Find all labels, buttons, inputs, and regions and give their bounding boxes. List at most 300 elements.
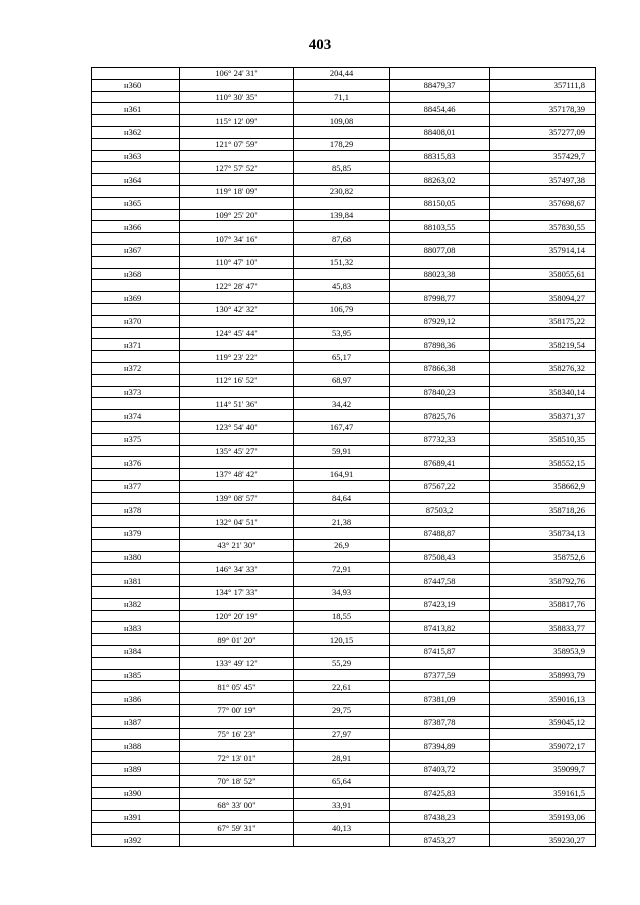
length-cell: 40,13 bbox=[294, 823, 390, 835]
segment-row bbox=[92, 681, 596, 693]
angle-cell: 124° 45' 44" bbox=[180, 327, 294, 339]
x-coordinate-cell bbox=[390, 209, 490, 221]
x-coordinate-cell: 88479,37 bbox=[390, 79, 490, 91]
y-coordinate-cell: 358817,76 bbox=[490, 598, 596, 610]
length-cell bbox=[294, 716, 390, 728]
x-coordinate-cell bbox=[390, 823, 490, 835]
angle-cell: 135° 45' 27" bbox=[180, 445, 294, 457]
length-cell: 167,47 bbox=[294, 421, 390, 433]
page-number: 403 bbox=[308, 37, 332, 53]
point-cell: н385 bbox=[92, 669, 180, 681]
y-coordinate-cell bbox=[490, 610, 596, 622]
y-coordinate-cell bbox=[490, 233, 596, 245]
point-row bbox=[92, 79, 596, 91]
point-row bbox=[92, 551, 596, 563]
angle-cell: 133° 49' 12" bbox=[180, 657, 294, 669]
length-cell: 139,84 bbox=[294, 209, 390, 221]
y-coordinate-cell: 359099,7 bbox=[490, 764, 596, 776]
x-coordinate-cell bbox=[390, 799, 490, 811]
length-cell bbox=[294, 787, 390, 799]
length-cell bbox=[294, 598, 390, 610]
y-coordinate-cell: 357277,09 bbox=[490, 126, 596, 138]
y-coordinate-cell: 358752,6 bbox=[490, 551, 596, 563]
angle-cell: 70° 18' 52" bbox=[180, 775, 294, 787]
point-cell: н390 bbox=[92, 787, 180, 799]
y-coordinate-cell: 357698,67 bbox=[490, 197, 596, 209]
length-cell: 178,29 bbox=[294, 138, 390, 150]
segment-row bbox=[92, 634, 596, 646]
length-cell: 53,95 bbox=[294, 327, 390, 339]
length-cell bbox=[294, 622, 390, 634]
y-coordinate-cell bbox=[490, 185, 596, 197]
point-row bbox=[92, 221, 596, 233]
y-coordinate-cell bbox=[490, 374, 596, 386]
y-coordinate-cell bbox=[490, 657, 596, 669]
point-row bbox=[92, 339, 596, 351]
point-row bbox=[92, 716, 596, 728]
length-cell bbox=[294, 174, 390, 186]
y-coordinate-cell bbox=[490, 256, 596, 268]
x-coordinate-cell: 87394,89 bbox=[390, 740, 490, 752]
angle-cell: 119° 23' 22" bbox=[180, 351, 294, 363]
point-row bbox=[92, 764, 596, 776]
segment-row bbox=[92, 445, 596, 457]
y-coordinate-cell: 359161,5 bbox=[490, 787, 596, 799]
point-cell: н377 bbox=[92, 480, 180, 492]
point-cell: н380 bbox=[92, 551, 180, 563]
length-cell: 106,79 bbox=[294, 303, 390, 315]
length-cell: 34,42 bbox=[294, 398, 390, 410]
point-cell: н391 bbox=[92, 811, 180, 823]
length-cell bbox=[294, 197, 390, 209]
y-coordinate-cell: 358510,35 bbox=[490, 433, 596, 445]
y-coordinate-cell: 358833,77 bbox=[490, 622, 596, 634]
y-coordinate-cell bbox=[490, 303, 596, 315]
angle-cell bbox=[180, 764, 294, 776]
segment-row bbox=[92, 138, 596, 150]
point-row bbox=[92, 669, 596, 681]
point-cell bbox=[92, 398, 180, 410]
angle-cell bbox=[180, 268, 294, 280]
y-coordinate-cell: 357830,55 bbox=[490, 221, 596, 233]
x-coordinate-cell: 87415,87 bbox=[390, 646, 490, 658]
angle-cell bbox=[180, 126, 294, 138]
point-cell bbox=[92, 775, 180, 787]
segment-row bbox=[92, 115, 596, 127]
angle-cell: 77° 00' 19" bbox=[180, 705, 294, 717]
x-coordinate-cell bbox=[390, 752, 490, 764]
length-cell: 59,91 bbox=[294, 445, 390, 457]
segment-row bbox=[92, 162, 596, 174]
segment-row bbox=[92, 374, 596, 386]
y-coordinate-cell bbox=[490, 209, 596, 221]
point-cell bbox=[92, 68, 180, 80]
length-cell: 28,91 bbox=[294, 752, 390, 764]
point-row bbox=[92, 457, 596, 469]
point-cell: н381 bbox=[92, 575, 180, 587]
x-coordinate-cell bbox=[390, 775, 490, 787]
angle-cell: 119° 18' 09" bbox=[180, 185, 294, 197]
segment-row bbox=[92, 303, 596, 315]
point-cell: н372 bbox=[92, 362, 180, 374]
x-coordinate-cell: 88023,38 bbox=[390, 268, 490, 280]
x-coordinate-cell: 88077,08 bbox=[390, 244, 490, 256]
segment-row bbox=[92, 233, 596, 245]
x-coordinate-cell bbox=[390, 233, 490, 245]
angle-cell: 121° 07' 59" bbox=[180, 138, 294, 150]
x-coordinate-cell: 87387,78 bbox=[390, 716, 490, 728]
segment-row bbox=[92, 256, 596, 268]
length-cell: 65,64 bbox=[294, 775, 390, 787]
y-coordinate-cell: 358662,9 bbox=[490, 480, 596, 492]
x-coordinate-cell bbox=[390, 280, 490, 292]
point-cell: н371 bbox=[92, 339, 180, 351]
point-cell bbox=[92, 492, 180, 504]
angle-cell bbox=[180, 504, 294, 516]
x-coordinate-cell: 88150,05 bbox=[390, 197, 490, 209]
length-cell bbox=[294, 646, 390, 658]
y-coordinate-cell bbox=[490, 91, 596, 103]
point-cell: н368 bbox=[92, 268, 180, 280]
point-cell bbox=[92, 516, 180, 528]
x-coordinate-cell: 87403,72 bbox=[390, 764, 490, 776]
point-cell bbox=[92, 657, 180, 669]
point-cell bbox=[92, 823, 180, 835]
x-coordinate-cell: 87438,23 bbox=[390, 811, 490, 823]
angle-cell bbox=[180, 834, 294, 846]
length-cell bbox=[294, 315, 390, 327]
point-row bbox=[92, 622, 596, 634]
length-cell bbox=[294, 221, 390, 233]
length-cell: 65,17 bbox=[294, 351, 390, 363]
y-coordinate-cell bbox=[490, 115, 596, 127]
y-coordinate-cell: 358371,37 bbox=[490, 410, 596, 422]
length-cell bbox=[294, 504, 390, 516]
y-coordinate-cell: 358953,9 bbox=[490, 646, 596, 658]
point-cell bbox=[92, 705, 180, 717]
x-coordinate-cell bbox=[390, 91, 490, 103]
point-row bbox=[92, 150, 596, 162]
y-coordinate-cell bbox=[490, 492, 596, 504]
point-row bbox=[92, 504, 596, 516]
angle-cell: 106° 24' 31" bbox=[180, 68, 294, 80]
x-coordinate-cell bbox=[390, 492, 490, 504]
length-cell: 151,32 bbox=[294, 256, 390, 268]
length-cell bbox=[294, 386, 390, 398]
point-cell: н364 bbox=[92, 174, 180, 186]
angle-cell: 43° 21' 30" bbox=[180, 539, 294, 551]
angle-cell bbox=[180, 716, 294, 728]
point-cell bbox=[92, 209, 180, 221]
point-cell bbox=[92, 681, 180, 693]
length-cell bbox=[294, 150, 390, 162]
angle-cell bbox=[180, 740, 294, 752]
point-cell: н384 bbox=[92, 646, 180, 658]
point-row bbox=[92, 480, 596, 492]
point-cell bbox=[92, 351, 180, 363]
length-cell: 71,1 bbox=[294, 91, 390, 103]
point-cell: н366 bbox=[92, 221, 180, 233]
angle-cell: 127° 57' 52" bbox=[180, 162, 294, 174]
y-coordinate-cell: 358734,13 bbox=[490, 528, 596, 540]
point-row bbox=[92, 834, 596, 846]
point-cell: н383 bbox=[92, 622, 180, 634]
angle-cell: 75° 16' 23" bbox=[180, 728, 294, 740]
angle-cell: 134° 17' 33" bbox=[180, 587, 294, 599]
y-coordinate-cell bbox=[490, 162, 596, 174]
x-coordinate-cell bbox=[390, 185, 490, 197]
angle-cell: 110° 47' 10" bbox=[180, 256, 294, 268]
angle-cell bbox=[180, 197, 294, 209]
point-cell bbox=[92, 374, 180, 386]
x-coordinate-cell: 87447,58 bbox=[390, 575, 490, 587]
length-cell: 68,97 bbox=[294, 374, 390, 386]
y-coordinate-cell bbox=[490, 752, 596, 764]
angle-cell: 72° 13' 01" bbox=[180, 752, 294, 764]
point-cell bbox=[92, 752, 180, 764]
segment-row bbox=[92, 91, 596, 103]
angle-cell bbox=[180, 622, 294, 634]
angle-cell bbox=[180, 244, 294, 256]
length-cell: 84,64 bbox=[294, 492, 390, 504]
point-row bbox=[92, 575, 596, 587]
angle-cell bbox=[180, 315, 294, 327]
y-coordinate-cell: 357914,14 bbox=[490, 244, 596, 256]
x-coordinate-cell: 87488,87 bbox=[390, 528, 490, 540]
segment-row bbox=[92, 68, 596, 80]
angle-cell bbox=[180, 150, 294, 162]
y-coordinate-cell bbox=[490, 138, 596, 150]
point-cell bbox=[92, 91, 180, 103]
point-cell: н373 bbox=[92, 386, 180, 398]
x-coordinate-cell bbox=[390, 138, 490, 150]
length-cell bbox=[294, 433, 390, 445]
point-cell bbox=[92, 115, 180, 127]
y-coordinate-cell bbox=[490, 705, 596, 717]
length-cell: 22,61 bbox=[294, 681, 390, 693]
angle-cell bbox=[180, 598, 294, 610]
y-coordinate-cell bbox=[490, 445, 596, 457]
x-coordinate-cell: 87508,43 bbox=[390, 551, 490, 563]
length-cell: 120,15 bbox=[294, 634, 390, 646]
length-cell: 204,44 bbox=[294, 68, 390, 80]
point-cell bbox=[92, 469, 180, 481]
segment-row bbox=[92, 823, 596, 835]
y-coordinate-cell bbox=[490, 728, 596, 740]
angle-cell: 67° 59' 31" bbox=[180, 823, 294, 835]
point-cell: н363 bbox=[92, 150, 180, 162]
y-coordinate-cell: 358219,54 bbox=[490, 339, 596, 351]
segment-row bbox=[92, 799, 596, 811]
point-cell bbox=[92, 162, 180, 174]
y-coordinate-cell bbox=[490, 327, 596, 339]
point-cell bbox=[92, 610, 180, 622]
angle-cell bbox=[180, 669, 294, 681]
angle-cell: 112° 16' 52" bbox=[180, 374, 294, 386]
y-coordinate-cell: 358055,61 bbox=[490, 268, 596, 280]
point-cell bbox=[92, 327, 180, 339]
point-cell bbox=[92, 539, 180, 551]
point-cell: н392 bbox=[92, 834, 180, 846]
x-coordinate-cell: 87732,33 bbox=[390, 433, 490, 445]
y-coordinate-cell bbox=[490, 469, 596, 481]
segment-row bbox=[92, 398, 596, 410]
angle-cell: 68° 33' 00" bbox=[180, 799, 294, 811]
length-cell: 109,08 bbox=[294, 115, 390, 127]
length-cell: 45,83 bbox=[294, 280, 390, 292]
x-coordinate-cell bbox=[390, 610, 490, 622]
angle-cell bbox=[180, 339, 294, 351]
angle-cell bbox=[180, 551, 294, 563]
segment-row bbox=[92, 516, 596, 528]
y-coordinate-cell: 359045,12 bbox=[490, 716, 596, 728]
y-coordinate-cell bbox=[490, 398, 596, 410]
length-cell: 230,82 bbox=[294, 185, 390, 197]
y-coordinate-cell: 358340,14 bbox=[490, 386, 596, 398]
angle-cell: 120° 20' 19" bbox=[180, 610, 294, 622]
x-coordinate-cell: 87840,23 bbox=[390, 386, 490, 398]
x-coordinate-cell: 87689,41 bbox=[390, 457, 490, 469]
length-cell bbox=[294, 103, 390, 115]
y-coordinate-cell: 358175,22 bbox=[490, 315, 596, 327]
point-row bbox=[92, 598, 596, 610]
y-coordinate-cell bbox=[490, 516, 596, 528]
y-coordinate-cell bbox=[490, 563, 596, 575]
x-coordinate-cell bbox=[390, 327, 490, 339]
y-coordinate-cell: 359193,06 bbox=[490, 811, 596, 823]
y-coordinate-cell bbox=[490, 799, 596, 811]
x-coordinate-cell: 87425,83 bbox=[390, 787, 490, 799]
segment-row bbox=[92, 209, 596, 221]
x-coordinate-cell bbox=[390, 115, 490, 127]
point-row bbox=[92, 315, 596, 327]
x-coordinate-cell bbox=[390, 374, 490, 386]
point-row bbox=[92, 528, 596, 540]
point-cell: н378 bbox=[92, 504, 180, 516]
y-coordinate-cell: 357111,8 bbox=[490, 79, 596, 91]
x-coordinate-cell: 88103,55 bbox=[390, 221, 490, 233]
x-coordinate-cell: 88454,46 bbox=[390, 103, 490, 115]
length-cell: 87,68 bbox=[294, 233, 390, 245]
angle-cell bbox=[180, 386, 294, 398]
segment-row bbox=[92, 775, 596, 787]
point-cell: н361 bbox=[92, 103, 180, 115]
angle-cell: 123° 54' 40" bbox=[180, 421, 294, 433]
length-cell bbox=[294, 740, 390, 752]
angle-cell bbox=[180, 693, 294, 705]
x-coordinate-cell bbox=[390, 421, 490, 433]
point-row bbox=[92, 433, 596, 445]
point-row bbox=[92, 174, 596, 186]
point-cell: н382 bbox=[92, 598, 180, 610]
segment-row bbox=[92, 421, 596, 433]
point-cell: н370 bbox=[92, 315, 180, 327]
length-cell bbox=[294, 362, 390, 374]
length-cell bbox=[294, 292, 390, 304]
x-coordinate-cell bbox=[390, 657, 490, 669]
point-cell bbox=[92, 233, 180, 245]
x-coordinate-cell bbox=[390, 563, 490, 575]
angle-cell bbox=[180, 787, 294, 799]
point-cell bbox=[92, 799, 180, 811]
length-cell: 29,75 bbox=[294, 705, 390, 717]
point-row bbox=[92, 268, 596, 280]
x-coordinate-cell bbox=[390, 681, 490, 693]
angle-cell bbox=[180, 362, 294, 374]
x-coordinate-cell bbox=[390, 469, 490, 481]
angle-cell bbox=[180, 292, 294, 304]
x-coordinate-cell bbox=[390, 351, 490, 363]
point-row bbox=[92, 386, 596, 398]
point-cell: н369 bbox=[92, 292, 180, 304]
x-coordinate-cell bbox=[390, 516, 490, 528]
angle-cell: 137° 48' 42" bbox=[180, 469, 294, 481]
point-row bbox=[92, 244, 596, 256]
angle-cell bbox=[180, 811, 294, 823]
x-coordinate-cell bbox=[390, 68, 490, 80]
length-cell: 72,91 bbox=[294, 563, 390, 575]
y-coordinate-cell: 357429,7 bbox=[490, 150, 596, 162]
x-coordinate-cell: 88315,83 bbox=[390, 150, 490, 162]
length-cell bbox=[294, 457, 390, 469]
point-cell bbox=[92, 563, 180, 575]
y-coordinate-cell: 359072,17 bbox=[490, 740, 596, 752]
segment-row bbox=[92, 469, 596, 481]
x-coordinate-cell: 87929,12 bbox=[390, 315, 490, 327]
point-cell bbox=[92, 634, 180, 646]
angle-cell bbox=[180, 480, 294, 492]
segment-row bbox=[92, 705, 596, 717]
y-coordinate-cell: 358094,27 bbox=[490, 292, 596, 304]
x-coordinate-cell bbox=[390, 634, 490, 646]
point-cell bbox=[92, 421, 180, 433]
point-cell: н376 bbox=[92, 457, 180, 469]
angle-cell bbox=[180, 103, 294, 115]
y-coordinate-cell bbox=[490, 775, 596, 787]
y-coordinate-cell bbox=[490, 68, 596, 80]
point-cell: н387 bbox=[92, 716, 180, 728]
x-coordinate-cell bbox=[390, 398, 490, 410]
point-cell: н388 bbox=[92, 740, 180, 752]
angle-cell bbox=[180, 646, 294, 658]
point-row bbox=[92, 362, 596, 374]
y-coordinate-cell bbox=[490, 634, 596, 646]
segment-row bbox=[92, 657, 596, 669]
angle-cell bbox=[180, 528, 294, 540]
point-cell bbox=[92, 587, 180, 599]
length-cell bbox=[294, 79, 390, 91]
angle-cell: 81° 05' 45" bbox=[180, 681, 294, 693]
point-cell: н389 bbox=[92, 764, 180, 776]
length-cell: 33,91 bbox=[294, 799, 390, 811]
x-coordinate-cell: 87453,27 bbox=[390, 834, 490, 846]
point-row bbox=[92, 787, 596, 799]
segment-row bbox=[92, 563, 596, 575]
length-cell bbox=[294, 551, 390, 563]
point-cell bbox=[92, 138, 180, 150]
x-coordinate-cell: 87423,19 bbox=[390, 598, 490, 610]
y-coordinate-cell: 358993,79 bbox=[490, 669, 596, 681]
y-coordinate-cell bbox=[490, 421, 596, 433]
angle-cell: 114° 51' 36" bbox=[180, 398, 294, 410]
segment-row bbox=[92, 185, 596, 197]
x-coordinate-cell bbox=[390, 445, 490, 457]
point-cell: н375 bbox=[92, 433, 180, 445]
angle-cell: 139° 08' 57" bbox=[180, 492, 294, 504]
x-coordinate-cell: 87377,59 bbox=[390, 669, 490, 681]
x-coordinate-cell bbox=[390, 162, 490, 174]
length-cell: 18,55 bbox=[294, 610, 390, 622]
